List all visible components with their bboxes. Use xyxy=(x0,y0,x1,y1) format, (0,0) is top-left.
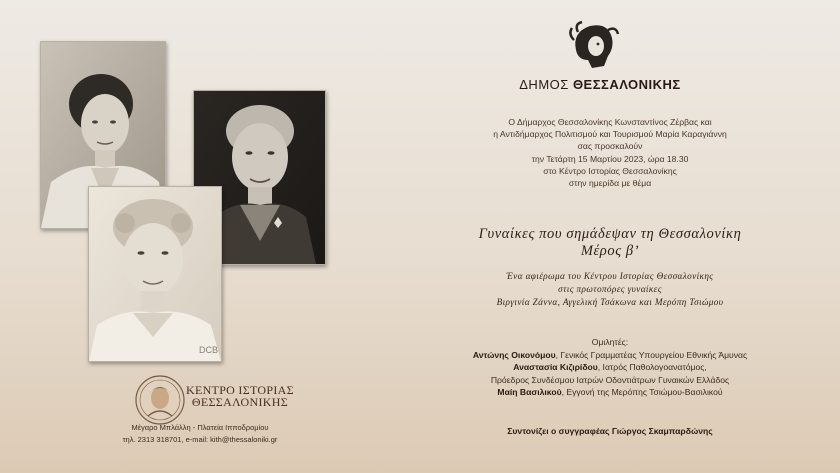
municipality-prefix: ΔΗΜΟΣ xyxy=(519,77,569,92)
speaker-role: Πρόεδρος Συνδέσμου Ιατρών Οδοντιάτρων Γυναικών Ελλάδος xyxy=(490,374,730,385)
contact-line: τηλ. 2313 318701, e-mail: kith@thessaloniki.gr xyxy=(122,435,278,444)
event-title-line1: Γυναίκες που σημάδεψαν τη Θεσσαλονίκη xyxy=(478,226,742,242)
tribute-line: Ένα αφιέρωμα του Κέντρου Ιστορίας Θεσσαλονίκης xyxy=(506,271,714,281)
invitation-line: την Τετάρτη 15 Μαρτίου 2023, ώρα 18.30 xyxy=(531,153,689,164)
speaker-name: Αναστασία Κιζιρίδου xyxy=(513,362,598,373)
centre-name-line2: ΘΕΣΣΑΛΟΝΙΚΗΣ xyxy=(191,395,288,409)
centre-address xyxy=(100,422,300,446)
event-title xyxy=(400,226,820,260)
speaker-item xyxy=(400,349,820,362)
speaker-item xyxy=(400,386,820,399)
speaker-name: Μαίη Βασιλικού xyxy=(497,387,562,398)
invitation-line: στο Κέντρο Ιστορίας Θεσσαλονίκης xyxy=(543,165,677,176)
speaker-item xyxy=(400,374,820,387)
speaker-name: Αντώνης Οικονόμου xyxy=(472,349,556,360)
speaker-role: , Ιατρός Παθολογοανατόμος, xyxy=(597,362,707,373)
tribute-text xyxy=(400,270,820,308)
coordinator: Συντονίζει ο συγγραφέας Γιώργος Σκαμπαρδώνης xyxy=(507,426,713,436)
portrait-woman-3 xyxy=(88,186,222,362)
svg-text:DCB: DCB xyxy=(199,345,219,355)
invitation-text xyxy=(400,116,820,189)
tribute-line: Βιργινία Ζάννα, Αγγελική Τσάκωνα και Μερόπη Τσιώμου xyxy=(496,296,724,307)
speaker-role: , Γενικός Γραμματέας Υπουργείου Εθνικής Άμυνας xyxy=(555,349,748,360)
invitation-line: στην ημερίδα με θέμα xyxy=(568,178,652,189)
event-title-line2: Μέρος β’ xyxy=(580,243,640,259)
centre-name-line1: ΚΕΝΤΡΟ ΙΣΤΟΡΙΑΣ xyxy=(186,383,294,397)
invitation-line: σας προσκαλούν xyxy=(577,141,643,152)
municipality-city: ΘΕΣΣΑΛΟΝΙΚΗΣ xyxy=(572,77,681,92)
speakers-heading: Ομιλητές: xyxy=(591,337,629,347)
tribute-line: στις πρωτοπόρες γυναίκες xyxy=(558,283,662,294)
speaker-role: , Εγγονή της Μερόπης Τσιώμου-Βασιλικού xyxy=(561,387,723,398)
centre-seal-icon xyxy=(134,374,186,426)
speakers-list xyxy=(400,336,820,399)
invitation-line: η Αντιδήμαρχος Πολιτισμού και Τουρισμού Μαρία Καραγιάννη xyxy=(493,129,727,140)
alexander-head-icon xyxy=(564,20,622,72)
invitation-line: Ο Δήμαρχος Θεσσαλονίκης Κωνσταντίνος Ζέρβας και xyxy=(508,117,712,127)
municipality-name xyxy=(490,77,710,92)
speaker-item xyxy=(400,361,820,374)
address-line: Μέγαρο Μπλάλλη - Πλατεία Ιπποδρομίου xyxy=(131,423,269,432)
centre-name xyxy=(186,384,294,408)
